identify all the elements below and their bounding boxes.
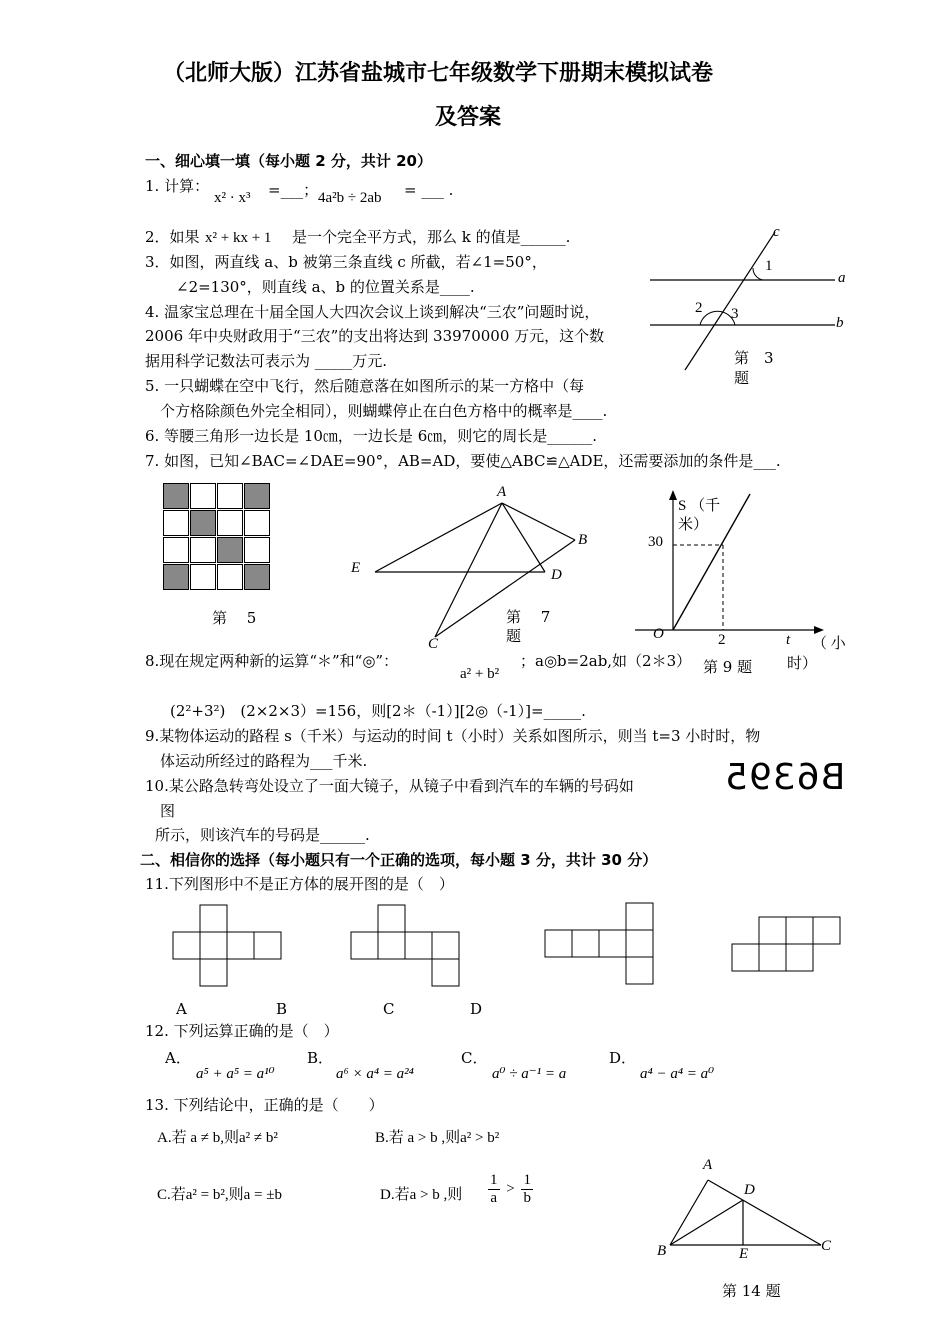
q10-line3: 所示，则该汽车的号码是______. (155, 826, 370, 844)
fig9-ylabel1: S （千 (678, 498, 721, 514)
q4-line1: 4. 温家宝总理在十届全国人大四次会议上谈到解决“三农”问题时说， (145, 303, 600, 321)
fig3-caption1: 第 3 (734, 349, 774, 367)
angle-2-3-arc (700, 311, 735, 325)
q8-line1a: 8.现在规定两种新的运算“＊”和“◎”： (145, 652, 399, 670)
grid-cell-shaded (244, 564, 270, 590)
fig9-xunit1: （ 小 (812, 636, 846, 652)
grid-cell-shaded (244, 483, 270, 509)
fig14-label-C: C (821, 1238, 832, 1254)
fig7-diagram (365, 495, 625, 655)
q6-text: 6. 等腰三角形一边长是 10㎝，一边长是 6㎝，则它的周长是______. (145, 427, 598, 445)
q11-net-A (173, 905, 285, 989)
q8-frac: a² + b² (460, 666, 500, 682)
fig14-label-A: A (703, 1157, 713, 1173)
q13-option-C[interactable]: C.若a² = b²,则a = ±b (157, 1187, 282, 1203)
q13-option-B[interactable]: B.若 a > b ,则a² > b² (375, 1130, 500, 1146)
fig14-caption: 第 14 题 (722, 1282, 781, 1300)
fig7-caption2: 题 (506, 627, 522, 645)
q11-option-D[interactable]: D (470, 1000, 483, 1018)
q7-text: 7. 如图，已知∠BAC=∠DAE=90°，AB=AD，要使△ABC≌△ADE，还需要添加的条件是___. (145, 452, 781, 470)
q10-line1: 10.某公路急转弯处设立了一面大镜子，从镜子中看到汽车的车辆的号码如 (145, 777, 634, 795)
q11-option-A[interactable]: A (176, 1000, 187, 1018)
fig7-label-E: E (351, 560, 361, 576)
q9-line2: 体运动所经过的路程为___千米. (160, 752, 368, 770)
q1-expr1: x² · x³ (214, 190, 251, 206)
q5-line1: 5. 一只蝴蝶在空中飞行，然后随意落在如图所示的某一方格中（每 (145, 377, 585, 395)
q12-text: 12. 下列运算正确的是（ ） (145, 1022, 339, 1040)
fig14-label-D: D (744, 1182, 755, 1198)
fig9-y30: 30 (648, 534, 663, 550)
grid-cell-shaded (163, 564, 189, 590)
q8-line1b: ；a◎b=2ab,如（2＊3） (520, 652, 692, 670)
q11-text: 11.下列图形中不是正方体的展开图的是（ ） (145, 875, 454, 893)
grid-cell (163, 510, 189, 536)
mirrored-license-plate: B6395 (724, 757, 846, 798)
fig9-caption: 第 9 题 (703, 658, 753, 676)
grid-cell (217, 564, 243, 590)
q13-option-D[interactable]: D.若a > b ,则 (380, 1187, 463, 1203)
fig3-label-2: 2 (695, 300, 703, 316)
section2-header: 二、相信你的选择（每小题只有一个正确的选项，每小题 3 分，共计 30 分） (140, 851, 658, 869)
q13-text: 13. 下列结论中，正确的是（ ） (145, 1096, 384, 1114)
q12-option-A[interactable]: A． (165, 1049, 191, 1067)
fig3-label-1: 1 (765, 258, 773, 274)
q12-expr-D: a⁴ − a⁴ = a⁰ (640, 1066, 715, 1082)
q11-net-B (351, 905, 463, 989)
angle-1-arc (753, 268, 763, 280)
q2-expr: x² + kx + 1 (205, 230, 272, 246)
grid-cell (244, 510, 270, 536)
q12-expr-C: a⁰ ÷ a⁻¹ = a (492, 1066, 567, 1082)
q1-text: 1. 计算： (145, 177, 210, 195)
q11-option-C[interactable]: C (383, 1000, 395, 1018)
q4-line2: 2006 年中央财政用于“三农”的支出将达到 33970000 万元，这个数 (145, 327, 605, 345)
grid-cell-shaded (190, 510, 216, 536)
grid-cell (163, 537, 189, 563)
fig9-ylabel2: 米） (678, 517, 709, 533)
grid-cell (190, 537, 216, 563)
q12-option-C[interactable]: C． (461, 1049, 488, 1067)
q2-text-a: 2．如果 (145, 228, 200, 246)
q1-eq2: = ___ . (404, 181, 454, 199)
fig7-label-B: B (578, 532, 588, 548)
q2-text-b: 是一个完全平方式，那么 k 的值是______. (292, 228, 571, 246)
fig3-label-3: 3 (731, 306, 739, 322)
grid-cell (217, 483, 243, 509)
q11-option-B[interactable]: B (276, 1000, 288, 1018)
q12-expr-B: a⁶ × a⁴ = a²⁴ (336, 1066, 414, 1082)
fig3-label-b: b (836, 315, 844, 331)
q12-option-D[interactable]: D． (609, 1049, 637, 1067)
q13-fraction-inequality: $\frac{1}{a}$ > $\frac{1}{b}$ (490, 1172, 531, 1206)
fig7-caption1: 第 7 (506, 608, 551, 626)
grid-cell (244, 537, 270, 563)
title-line1: （北师大版）江苏省盐城市七年级数学下册期末模拟试卷 (163, 61, 714, 86)
q12-option-B[interactable]: B． (307, 1049, 334, 1067)
q12-expr-A: a⁵ + a⁵ = a¹⁰ (196, 1066, 275, 1082)
q13-option-A[interactable]: A.若 a ≠ b,则a² ≠ b² (157, 1130, 278, 1146)
q10-line2: 图 (160, 802, 176, 820)
fig9-graph (630, 490, 830, 640)
fig3-label-a: a (838, 270, 846, 286)
fig7-label-C: C (428, 636, 439, 652)
title-line2: 及答案 (435, 105, 502, 130)
grid-cell-shaded (163, 483, 189, 509)
fig14-label-E: E (739, 1246, 749, 1262)
q11-net-D (732, 917, 844, 974)
fig7-label-D: D (551, 567, 562, 583)
q11-net-C (545, 903, 657, 987)
fig3-label-c: c (773, 224, 780, 240)
fig9-t: t (786, 632, 791, 648)
grid-cell (217, 510, 243, 536)
fig5-caption: 第 5 (212, 609, 257, 627)
grid-cell (190, 564, 216, 590)
fig7-label-A: A (497, 484, 507, 500)
grid-cell-shaded (217, 537, 243, 563)
fig9-x2: 2 (718, 632, 726, 648)
fig3-caption2: 题 (734, 369, 750, 387)
q8-line2: (2²+3²) (2×2×3）=156，则[2＊（-1）][2◎（-1）]=_____. (170, 702, 586, 720)
fig9-origin: O (653, 626, 664, 642)
q4-line3: 据用科学记数法可表示为 _____万元. (145, 352, 388, 370)
q9-line1: 9.某物体运动的路程 s（千米）与运动的时间 t（小时）关系如图所示，则当 t=3 小时时，物 (145, 727, 761, 745)
grid-cell (190, 483, 216, 509)
q1-eq1: =___； (268, 181, 319, 199)
q3-line1: 3．如图，两直线 a、b 被第三条直线 c 所截，若∠1=50°， (145, 253, 547, 271)
fig9-xunit2: 时） (787, 656, 818, 672)
section1-header: 一、细心填一填（每小题 2 分，共计 20） (145, 152, 432, 170)
fig14-label-B: B (657, 1243, 667, 1259)
q1-expr2: 4a²b ÷ 2ab (318, 190, 382, 206)
fig5-grid (163, 483, 273, 593)
q5-line2: 个方格除颜色外完全相同），则蝴蝶停止在白色方格中的概率是____. (160, 402, 608, 420)
q3-line2: ∠2=130°，则直线 a、b 的位置关系是____. (176, 278, 475, 296)
